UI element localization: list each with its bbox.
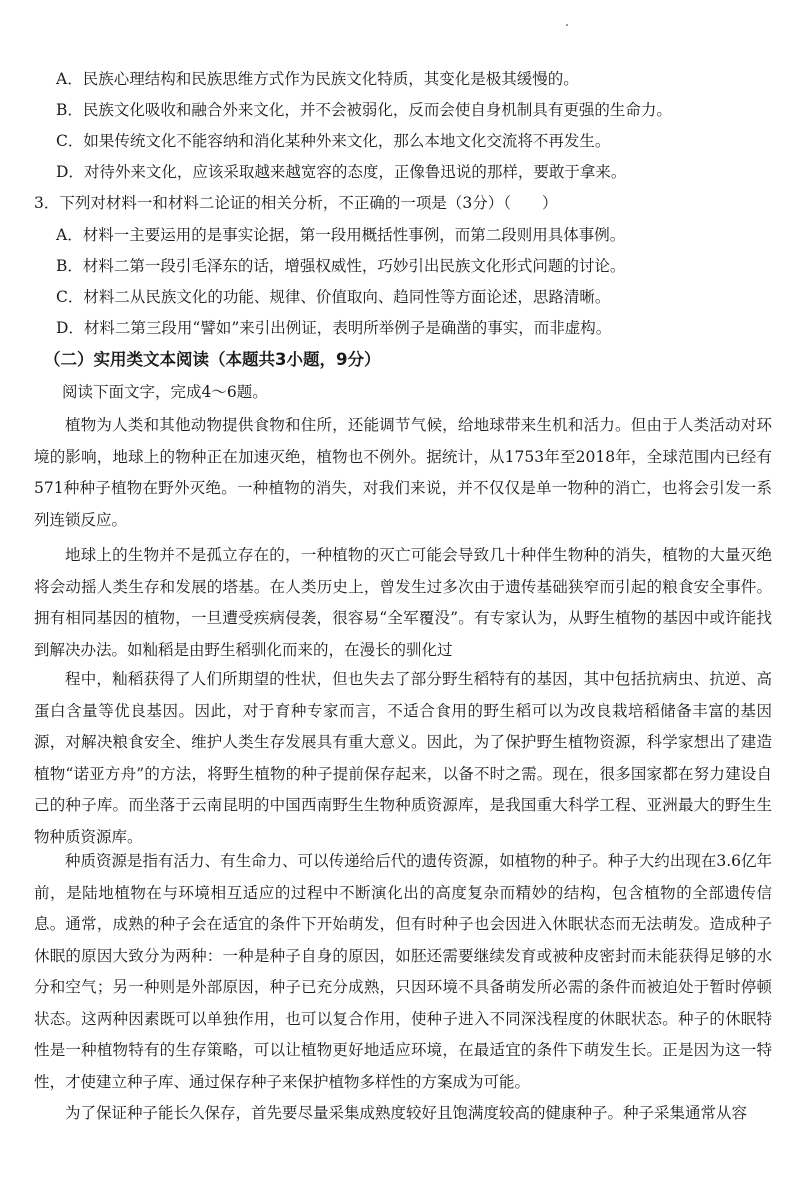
section-heading: （二）实用类文本阅读（本题共3小题，9分）: [44, 350, 381, 369]
q2-option-c: C．如果传统文化不能容纳和消化某种外来文化，那么本地文化交流将不再发生。: [56, 132, 611, 150]
passage-paragraph-5: 为了保证种子能长久保存，首先要尽量采集成熟度较好且饱满度较高的健康种子。种子采集通常从容: [65, 1104, 748, 1122]
passage-paragraph-1: 植物为人类和其他动物提供食物和住所，还能调节气候，给地球带来生机和活力。但由于人类活动对环境的影响，地球上的物种正在加速灭绝，植物也不例外。据统计，从1753年至2018年，全球范围内已经有571种种子植物在野外灭绝。一种植物的消失，对我们来说，并不仅仅是单一物种的消亡，也将会引发一系列连锁反应。: [34, 416, 772, 529]
scan-speck: [566, 24, 568, 26]
q3-stem: 3．下列对材料一和材料二论证的相关分析，不正确的一项是（3分）（ ）: [34, 194, 558, 212]
passage-paragraph-3: 程中，籼稻获得了人们所期望的性状，但也失去了部分野生稻特有的基因，其中包括抗病虫、抗逆、高蛋白含量等优良基因。因此，对于育种专家而言，不适合食用的野生稻可以为改良栽培稻储备丰富的基因源，对解决粮食安全、维护人类生存发展具有重大意义。因此，为了保护野生植物资源，科学家想出了建造植物“诺亚方舟”的方法，将野生植物的种子提前保存起来，以备不时之需。现在，很多国家都在努力建设自己的种子库。而坐落于云南昆明的中国西南野生生物种质资源库，是我国重大科学工程、亚洲最大的野生生物种质资源库。: [34, 670, 772, 846]
q2-option-a: A．民族心理结构和民族思维方式作为民族文化特质，其变化是极其缓慢的。: [56, 70, 579, 88]
q3-option-d: D．材料二第三段用“譬如”来引出例证，表明所举例子是确凿的事实，而非虚构。: [56, 319, 612, 337]
q3-option-b: B．材料二第一段引毛泽东的话，增强权威性，巧妙引出民族文化形式问题的讨论。: [56, 257, 626, 275]
q3-option-c: C．材料二从民族文化的功能、规律、价值取向、趋同性等方面论述，思路清晰。: [56, 288, 611, 306]
passage-paragraph-4: 种质资源是指有活力、有生命力、可以传递给后代的遗传资源，如植物的种子。种子大约出现在3.6亿年前，是陆地植物在与环境相互适应的过程中不断演化出的高度复杂而精妙的结构，包含植物的全部遗传信息。通常，成熟的种子会在适宜的条件下开始萌发，但有时种子也会因进入休眠状态而无法萌发。造成种子休眠的原因大致分为两种：一种是种子自身的原因，如胚还需要继续发育或被种皮密封而未能获得足够的水分和空气；另一种则是外部原因，种子已充分成熟，只因环境不具备萌发所必需的条件而被迫处于暂时停顿状态。这两种因素既可以单独作用，也可以复合作用，使种子进入不同深浅程度的休眠状态。种子的休眠特性是一种植物特有的生存策略，可以让植物更好地适应环境，在最适宜的条件下萌发生长。正是因为这一特性，才使建立种子库、通过保存种子来保护植物多样性的方案成为可能。: [34, 852, 772, 1091]
q2-option-b: B．民族文化吸收和融合外来文化，并不会被弱化，反而会使自身机制具有更强的生命力。: [56, 101, 672, 119]
q2-option-d: D．对待外来文化，应该采取越来越宽容的态度，正像鲁迅说的那样，要敢于拿来。: [56, 163, 627, 181]
passage-paragraph-2: 地球上的生物并不是孤立存在的，一种植物的灭亡可能会导致几十种伴生物种的消失，植物的大量灭绝将会动摇人类生存和发展的塔基。在人类历史上，曾发生过多次由于遗传基础狭窄而引起的粮食安全事件。拥有相同基因的植物，一旦遭受疾病侵袭，很容易“全军覆没”。有专家认为，从野生植物的基因中或许能找到解决办法。如籼稻是由野生稻驯化而来的，在漫长的驯化过: [34, 546, 772, 659]
section-instruction: 阅读下面文字，完成4～6题。: [62, 383, 268, 401]
q3-option-a: A．材料一主要运用的是事实论据，第一段用概括性事例，而第二段则用具体事例。: [56, 226, 626, 244]
